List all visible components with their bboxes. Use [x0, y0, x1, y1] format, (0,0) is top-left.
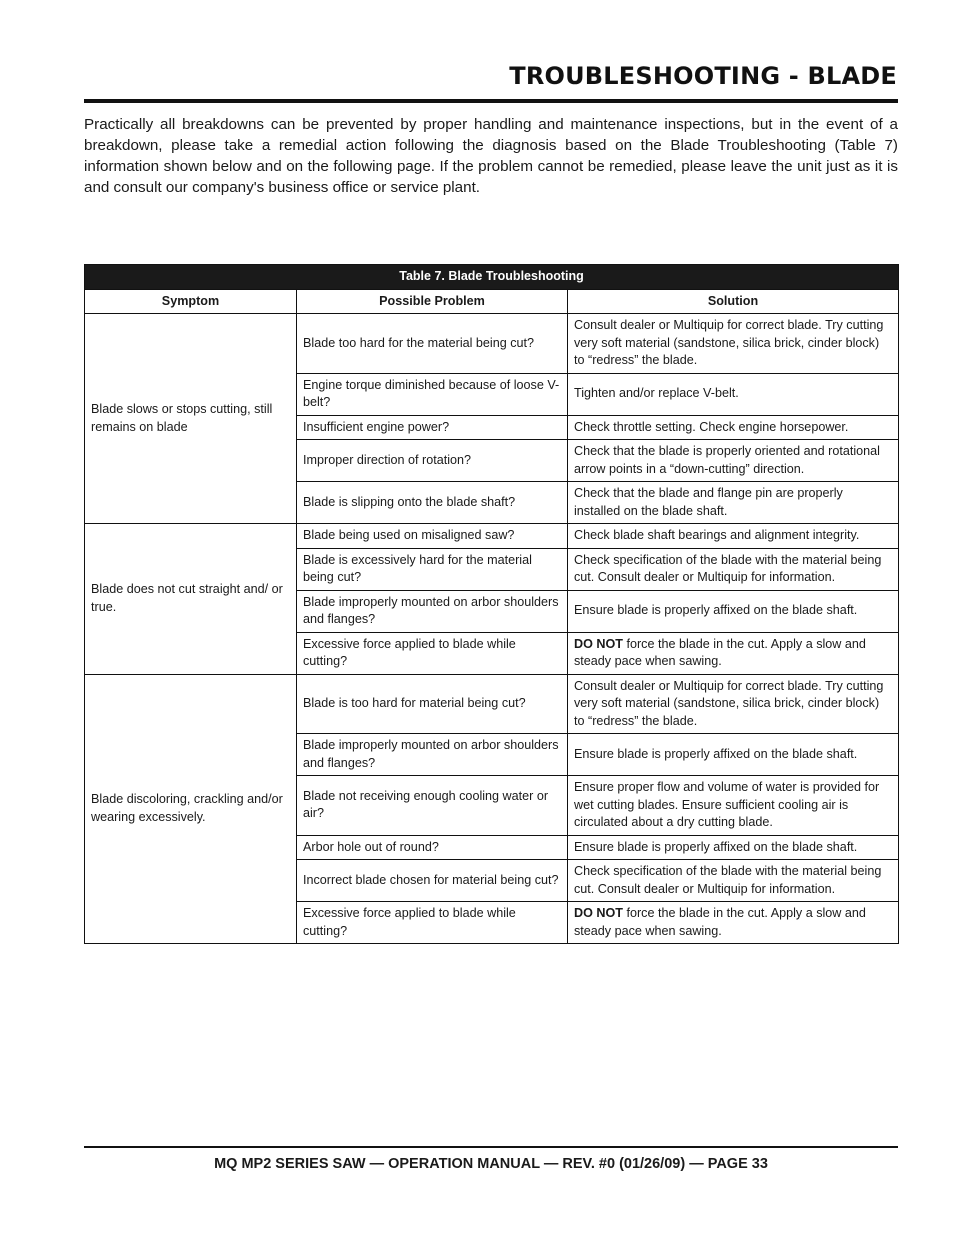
- title-divider: [84, 99, 898, 103]
- problem-cell: Insufficient engine power?: [297, 415, 568, 440]
- symptom-cell: Blade discoloring, crackling and/or wearing excessively.: [85, 674, 297, 944]
- problem-cell: Excessive force applied to blade while cutting?: [297, 902, 568, 944]
- solution-cell: [568, 835, 899, 860]
- solution-cell: [568, 734, 899, 776]
- solution-cell: [568, 373, 899, 415]
- solution-cell: [568, 776, 899, 836]
- solution-text: Ensure blade is properly affixed on the blade shaft.: [574, 603, 858, 618]
- problem-cell: Incorrect blade chosen for material being cut?: [297, 860, 568, 902]
- solution-text: Check specification of the blade with the material being cut. Consult dealer or Multiquip for information.: [574, 864, 882, 896]
- solution-cell: [568, 440, 899, 482]
- blade-troubleshooting-table: [84, 264, 899, 944]
- problem-cell: Blade is too hard for material being cut?: [297, 674, 568, 734]
- solution-cell: [568, 415, 899, 440]
- solution-text: force the blade in the cut. Apply a slow and steady pace when sawing.: [574, 906, 866, 938]
- page-title: TROUBLESHOOTING - BLADE: [509, 62, 897, 90]
- solution-text: Check that the blade is properly oriented and rotational arrow points in a “down-cutting” direction.: [574, 444, 880, 476]
- problem-cell: Blade is excessively hard for the material being cut?: [297, 548, 568, 590]
- problem-cell: Blade being used on misaligned saw?: [297, 524, 568, 549]
- solution-text: Check specification of the blade with the material being cut. Consult dealer or Multiquip for information.: [574, 552, 882, 584]
- solution-cell: [568, 632, 899, 674]
- table-body: [85, 314, 899, 944]
- solution-emphasis: DO NOT: [574, 906, 623, 920]
- solution-cell: [568, 674, 899, 734]
- table-caption-row: [85, 265, 899, 290]
- solution-text: Ensure blade is properly affixed on the blade shaft.: [574, 839, 858, 854]
- solution-text: Ensure blade is properly affixed on the blade shaft.: [574, 746, 858, 761]
- solution-text: Check throttle setting. Check engine horsepower.: [574, 419, 849, 434]
- footer-divider: [84, 1146, 898, 1148]
- solution-emphasis: DO NOT: [574, 636, 623, 651]
- problem-cell: Blade not receiving enough cooling water or air?: [297, 776, 568, 836]
- solution-text: Consult dealer or Multiquip for correct blade. Try cutting very soft material (sandstone, silica brick, cinder block) to “redress” the blade.: [574, 678, 884, 728]
- solution-text: Tighten and/or replace V-belt.: [574, 386, 739, 401]
- intro-paragraph: Practically all breakdowns can be prevented by proper handling and maintenance inspections, but in the event of a breakdown, please take a remedial action following the diagnosis based on the Blade Troubleshooting (Table 7) information shown below and on the following page. If the problem cannot be remedied, please leave the unit just as it is and consult our company's business office or service plant.: [84, 116, 898, 196]
- table-row: [85, 674, 899, 734]
- table-row: [85, 314, 899, 374]
- solution-text: Ensure proper flow and volume of water is provided for wet cutting blades. Ensure sufficient cooling air is circulated about a dry cutting blade.: [574, 780, 880, 829]
- page-footer: MQ MP2 SERIES SAW — OPERATION MANUAL — REV. #0 (01/26/09) — PAGE 33: [214, 1156, 768, 1172]
- solution-cell: [568, 548, 899, 590]
- solution-cell: [568, 482, 899, 524]
- table-header-row: [85, 289, 899, 314]
- problem-cell: Blade too hard for the material being cut?: [297, 314, 568, 374]
- solution-cell: [568, 524, 899, 549]
- problem-cell: Engine torque diminished because of loose V-belt?: [297, 373, 568, 415]
- solution-text: Check blade shaft bearings and alignment integrity.: [574, 528, 860, 542]
- problem-cell: Blade improperly mounted on arbor shoulders and flanges?: [297, 590, 568, 632]
- column-header-possible-problem: Possible Problem: [297, 289, 568, 314]
- table-caption: Table 7. Blade Troubleshooting: [85, 265, 899, 290]
- problem-cell: Blade is slipping onto the blade shaft?: [297, 482, 568, 524]
- table-row: [85, 524, 899, 549]
- symptom-cell: Blade slows or stops cutting, still remains on blade: [85, 314, 297, 524]
- solution-text: Consult dealer or Multiquip for correct blade. Try cutting very soft material (sandstone, silica brick, cinder block) to “redress” the blade.: [574, 318, 884, 367]
- problem-cell: Arbor hole out of round?: [297, 835, 568, 860]
- column-header-symptom: Symptom: [85, 289, 297, 314]
- solution-cell: [568, 860, 899, 902]
- symptom-cell: Blade does not cut straight and/ or true.: [85, 524, 297, 675]
- solution-text: force the blade in the cut. Apply a slow and steady pace when sawing.: [574, 636, 866, 668]
- solution-cell: [568, 590, 899, 632]
- problem-cell: Blade improperly mounted on arbor shoulders and flanges?: [297, 734, 568, 776]
- problem-cell: Improper direction of rotation?: [297, 440, 568, 482]
- problem-cell: Excessive force applied to blade while cutting?: [297, 632, 568, 674]
- solution-cell: [568, 902, 899, 944]
- solution-cell: [568, 314, 899, 374]
- solution-text: Check that the blade and flange pin are properly installed on the blade shaft.: [574, 486, 843, 518]
- column-header-solution: Solution: [568, 289, 899, 314]
